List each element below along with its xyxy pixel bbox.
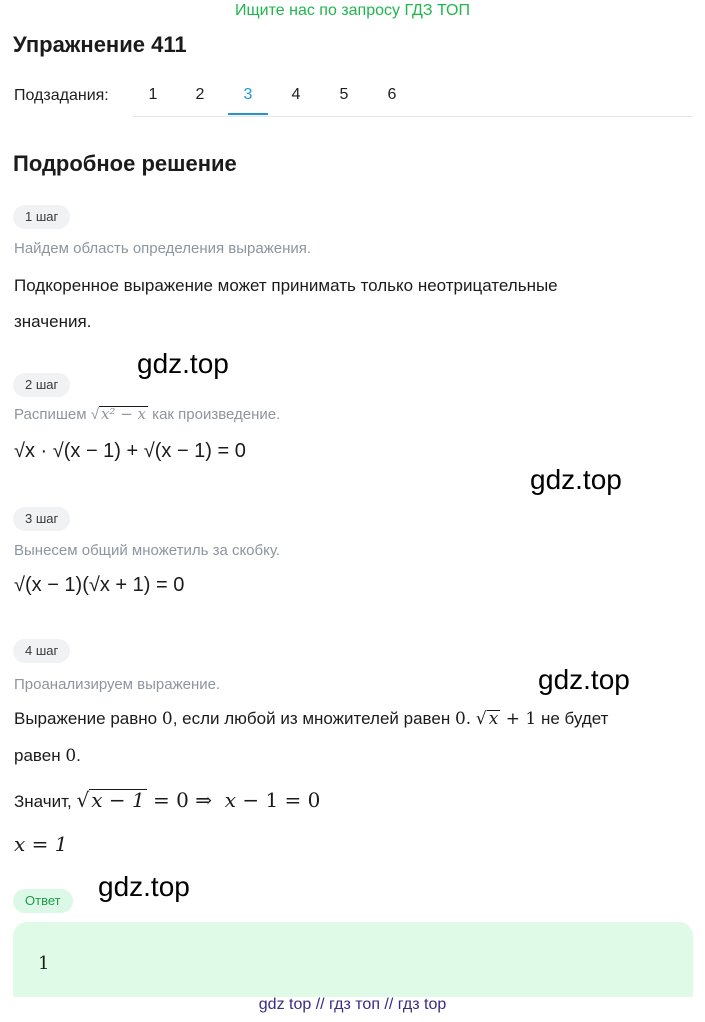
step-2-chip: 2 шаг <box>13 373 70 397</box>
step-2-hint: Распишем √ x² − x как произведение. <box>14 405 281 423</box>
subtask-tab-5[interactable]: 5 <box>339 86 349 103</box>
step-1-chip: 1 шаг <box>13 205 70 229</box>
watermark: gdz.top <box>530 464 622 495</box>
step-4-text-2: , если любой из множителей равен <box>172 709 451 728</box>
step-4-line-2: равен 0. <box>14 746 81 766</box>
answer-value: 1 <box>38 953 50 974</box>
answer-box <box>13 922 693 997</box>
watermark: gdz.top <box>137 348 229 379</box>
step-4-text-3: не будет <box>540 709 609 728</box>
step-4-text-5: Значит, <box>14 792 72 811</box>
step-4-line-1: Выражение равно 0, если любой из множителей равен 0. √ x + 1 не будет <box>14 709 609 729</box>
step-2-formula: √x · √(x − 1) + √(x − 1) = 0 <box>14 440 246 462</box>
step-2-hint-after: как произведение. <box>152 406 281 423</box>
subtask-tab-3[interactable]: 3 <box>243 86 253 103</box>
step-4-text-4: равен <box>14 746 61 765</box>
solution-heading: Подробное решение <box>13 151 237 176</box>
watermark: gdz.top <box>538 664 630 695</box>
promo-banner[interactable]: Ищите нас по запросу ГДЗ ТОП <box>235 2 470 19</box>
page-title: Упражнение 411 <box>13 32 187 57</box>
active-tab-indicator <box>228 113 268 115</box>
step-3-formula: √(x − 1)(√x + 1) = 0 <box>14 574 185 596</box>
step-4-line-3: Значит, √ x − 1 = 0 ⇒ x − 1 = 0 <box>14 788 321 812</box>
step-3-chip: 3 шаг <box>13 507 70 531</box>
step-3-hint: Вынесем общий множетиль за скобку. <box>14 542 281 559</box>
step-4-text-1: Выражение равно <box>14 709 158 728</box>
subtask-tab-4[interactable]: 4 <box>291 86 301 103</box>
step-1-text: Подкоренное выражение может принимать только неотрицательные значения. <box>14 276 558 331</box>
subtask-tab-1[interactable]: 1 <box>148 86 158 103</box>
step-4-zero: 0 <box>161 709 173 729</box>
answer-chip: Ответ <box>13 889 73 913</box>
step-1-hint: Найдем область определения выражения. <box>14 240 312 257</box>
watermark: gdz.top <box>98 871 190 902</box>
step-2-hint-before: Распишем <box>14 406 87 423</box>
subtask-tab-6[interactable]: 6 <box>387 86 397 103</box>
step-4-chip: 4 шаг <box>13 639 70 663</box>
step-2-hint-math: x² − x <box>100 405 146 423</box>
step-4-result: x = 1 <box>14 832 68 856</box>
step-4-zero-2: 0 <box>65 746 77 766</box>
step-4-zero-dot: 0. <box>454 709 472 729</box>
subtasks-label: Подзадания: <box>14 87 109 104</box>
step-4-hint: Проанализируем выражение. <box>14 676 221 693</box>
subtask-tab-2[interactable]: 2 <box>195 86 205 103</box>
subtasks-tabs <box>133 78 693 117</box>
footer-links[interactable]: gdz top // гдз топ // гдз top <box>258 996 447 1013</box>
